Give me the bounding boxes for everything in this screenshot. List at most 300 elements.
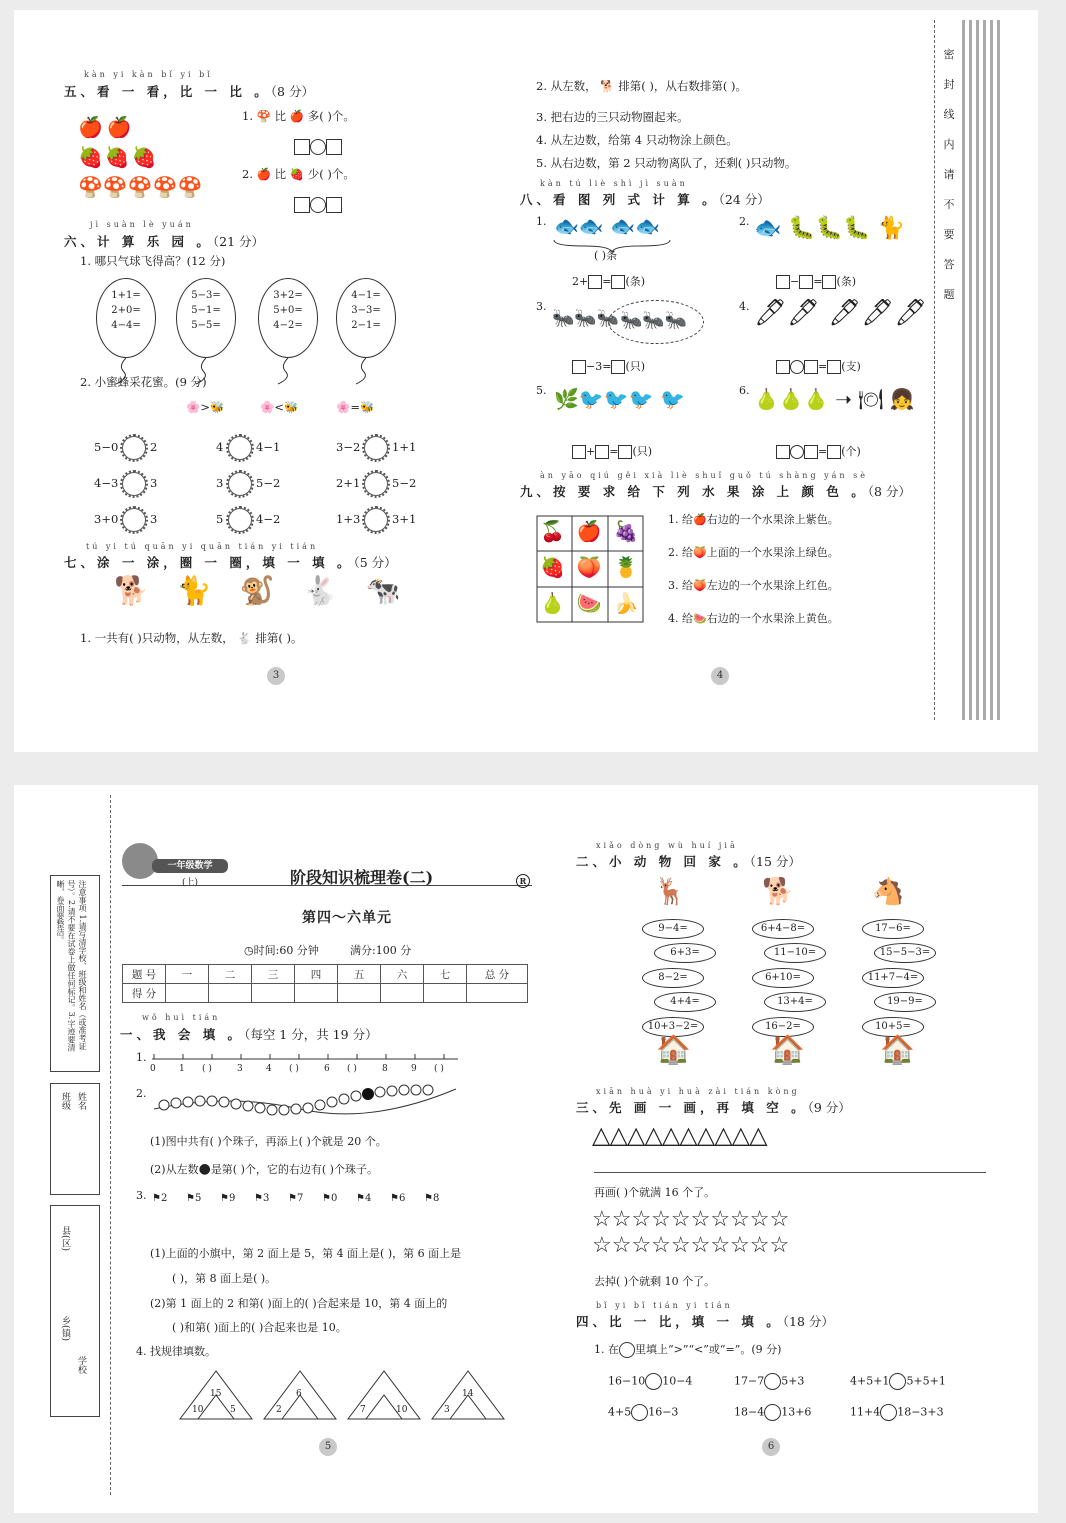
birds-branch-icon: 🌿🐦🐦🐦 🐦 <box>554 387 685 411</box>
q2-num: 2. <box>136 1087 147 1100</box>
score-cell[interactable] <box>381 984 424 1003</box>
balloon-1-eq-1: 1+1= <box>111 290 141 301</box>
balloon-3-eq-2: 5+0= <box>273 305 303 316</box>
house-icon: 🏠 <box>880 1033 915 1066</box>
cmp-left: 18−4 <box>734 1405 765 1419</box>
score-cell[interactable] <box>166 984 209 1003</box>
s5-q1 <box>242 108 355 124</box>
eq-oval[interactable]: 15−5−3= <box>874 943 936 963</box>
cmp-left: 5−0 <box>94 440 119 454</box>
cmp-7 <box>94 512 118 526</box>
balloon-4 <box>336 278 396 358</box>
q2-1: (1)图中共有( )个珠子，再添上( )个就是 20 个。 <box>150 1135 387 1148</box>
binding-char: 不 <box>943 198 955 211</box>
blank-box[interactable] <box>611 275 625 289</box>
cmp-left: 2+1 <box>336 476 361 490</box>
cmp-blank[interactable] <box>764 1404 781 1421</box>
blank-circle[interactable] <box>790 445 804 459</box>
section-4-points: （18 分） <box>782 1314 834 1329</box>
score-head-cell: 总 分 <box>467 965 528 984</box>
town-label: 乡(镇) <box>60 1316 70 1342</box>
eq-oval[interactable]: 16−2= <box>752 1017 814 1037</box>
eq-oval[interactable]: 4+4= <box>654 992 716 1012</box>
score-cell[interactable] <box>424 984 467 1003</box>
balloon-2 <box>176 278 236 358</box>
binding-char: 内 <box>943 138 955 151</box>
p4-q4: 4. 从左边数，给第 4 只动物涂上颜色。 <box>536 133 738 147</box>
section-2-points: （15 分） <box>749 854 801 869</box>
bee-hint-2: 🌸<🐝 <box>260 400 299 414</box>
edge-stripe <box>983 20 986 720</box>
binding-line-left <box>110 795 111 1495</box>
eq-2-unit: (条) <box>836 275 857 288</box>
s3-q2: 去掉( )个就剩 10 个了。 <box>594 1275 716 1288</box>
nl-label: 4 <box>266 1064 272 1074</box>
cmp-blank[interactable] <box>764 1373 781 1390</box>
school-label: 学校 <box>76 1356 86 1374</box>
cmp-row <box>608 1373 692 1390</box>
fruit-row-3: 🍐🍉🍌 <box>540 591 651 615</box>
eq-oval[interactable]: 11−10= <box>764 943 826 963</box>
cmp-right: 18−3+3 <box>897 1405 944 1419</box>
apple-icons: 🍎🍎 <box>78 115 136 139</box>
binding-char: 请 <box>943 168 955 181</box>
balloon-2-eq-2: 5−1= <box>191 305 221 316</box>
cmp-blank[interactable] <box>880 1404 897 1421</box>
section-8-title <box>520 190 770 208</box>
cmp-1 <box>94 440 118 454</box>
notice-title: 注意事项 <box>78 880 87 912</box>
apple-icon: 🍎 <box>693 513 707 526</box>
blank-box[interactable] <box>827 445 841 459</box>
cmp-row <box>734 1373 804 1390</box>
s6-q2: 2. 小蜜蜂采花蜜。(9 分) <box>80 375 207 389</box>
q3-num: 3. <box>136 1189 147 1202</box>
cmp-5-r <box>256 476 280 490</box>
page-number-4: 4 <box>711 667 729 685</box>
eq-oval[interactable]: 11+7−4= <box>862 968 924 988</box>
pinyin-s1: wǒ huì tián <box>142 1013 221 1022</box>
balloon-1 <box>96 278 156 358</box>
flag-icon: ⚑8 <box>424 1193 440 1204</box>
section-7-label: 七、涂 一 涂，圈 一 圈，填 一 填 。 <box>64 555 354 570</box>
fruit-q-4-b: 右边的一个水果涂上黄色。 <box>706 612 839 625</box>
pens-icon: 🖊🖊 🖊🖊🖊 <box>754 298 928 328</box>
blank-circle[interactable] <box>790 360 804 374</box>
item-1-num: 1. <box>536 215 547 228</box>
cmp-left: 17−7 <box>734 1374 765 1388</box>
section-8-label: 八、看 图 列 式 计 算 。 <box>520 192 719 207</box>
q2-2 <box>150 1161 378 1177</box>
q3-1a: (1)上面的小旗中，第 2 面上是 5，第 4 面上是( )，第 6 面上是 <box>150 1247 462 1260</box>
eq-oval[interactable]: 8−2= <box>642 968 704 988</box>
cmp-blank[interactable] <box>631 1404 648 1421</box>
balloon-3 <box>258 278 318 358</box>
house-icon: 🏠 <box>770 1033 805 1066</box>
tri-right: 5 <box>230 1405 236 1415</box>
cmp-8 <box>216 512 223 526</box>
edge-stripe <box>997 20 1000 720</box>
fish-plates-icon: 🐟🐟 🐟🐟 <box>554 214 660 238</box>
cmp-left: 4−3 <box>94 476 119 490</box>
pinyin-s9: àn yāo qiú gěi xià liè shuǐ guǒ tú shàng yán sè <box>540 471 868 480</box>
blank-box[interactable] <box>776 360 790 374</box>
cmp-right: 3 <box>150 512 158 526</box>
blank-box[interactable] <box>572 360 586 374</box>
eq-3-mid: −3= <box>586 360 612 373</box>
blank-box[interactable] <box>776 275 790 289</box>
nl-blank[interactable]: ( ) <box>347 1064 357 1074</box>
binding-char: 答 <box>943 258 955 271</box>
s3-q1: 再画( )个就满 16 个了。 <box>594 1186 716 1199</box>
page-number-3: 3 <box>267 667 285 685</box>
cmp-1-r <box>150 440 157 454</box>
eq-4: = (支) <box>776 358 861 374</box>
p4-q2 <box>536 78 747 94</box>
section-6-label: 六、计 算 乐 园 。 <box>64 234 213 249</box>
cmp-6-r <box>392 476 416 490</box>
pinyin-s5: kàn yi kàn bǐ yi bǐ <box>84 70 213 79</box>
score-head-cell: 三 <box>252 965 295 984</box>
score-cell[interactable] <box>252 984 295 1003</box>
score-cell[interactable] <box>467 984 528 1003</box>
section-1-title <box>120 1025 378 1043</box>
section-6-points: （21 分） <box>212 234 265 249</box>
item-3-num: 3. <box>536 300 547 313</box>
item-5-num: 5. <box>536 384 547 397</box>
eq-oval[interactable]: 10+3−2= <box>642 1017 704 1037</box>
eq-5: + = (只) <box>572 443 652 459</box>
section-6-title <box>64 232 264 250</box>
cmp-right: 10−4 <box>662 1374 693 1388</box>
pinyin-s8: kàn tú liè shì jì suàn <box>540 179 688 188</box>
s5-q2 <box>242 166 355 182</box>
s7-q1-rest: 排第( )。 <box>255 631 303 645</box>
strawberry-icons: 🍓🍓🍓 <box>78 145 159 169</box>
s5-q1-bi: 比 <box>274 109 287 123</box>
mushroom-icon: 🍄 <box>256 109 271 123</box>
fruit-row-2: 🍓🍑🍍 <box>540 555 651 579</box>
tri-left: 10 <box>192 1405 204 1415</box>
county-label: 县(区) <box>60 1226 70 1252</box>
section-8-points: （24 分） <box>718 192 770 207</box>
bee-hint-1: 🌸>🐝 <box>186 400 225 414</box>
eq-1-prefix: 2+ <box>572 275 589 288</box>
flag-number: 6 <box>398 1193 406 1204</box>
p4-q2-text: 2. 从左数， <box>536 79 597 93</box>
school-box <box>50 1205 100 1417</box>
mushroom-icons: 🍄🍄🍄🍄🍄 <box>78 175 203 199</box>
cmp-left: 1+3 <box>336 512 361 526</box>
binding-notice <box>942 40 956 310</box>
eq-2: − = (条) <box>776 273 856 289</box>
dog-icon: 🐕 <box>762 877 795 907</box>
registered-mark: R <box>516 874 530 888</box>
s5-q2-bi: 比 <box>274 167 287 181</box>
pinyin-s4: bǐ yi bǐ tián yi tián <box>596 1301 733 1310</box>
score-cell[interactable] <box>338 984 381 1003</box>
score-cell[interactable] <box>209 984 252 1003</box>
flag-number: 7 <box>296 1193 304 1204</box>
star-row-1: ☆☆☆☆☆☆☆☆☆☆ <box>592 1207 790 1232</box>
pinyin-s2: xiǎo dòng wù huí jiā <box>596 841 738 850</box>
section-4-label: 四、比 一 比，填 一 填 。 <box>576 1314 783 1329</box>
notice-text <box>55 880 88 1066</box>
edge-stripe <box>990 20 993 720</box>
eq-3 <box>572 358 645 374</box>
flower-blank[interactable] <box>120 470 148 498</box>
balloon-2-eq-3: 5−5= <box>191 320 221 331</box>
cmp-left: 4+5 <box>608 1405 632 1419</box>
p4-q5: 5. 从右边数，第 2 只动物离队了，还剩( )只动物。 <box>536 156 797 170</box>
ants-icon-circled: 🐜🐜🐜 <box>620 310 688 331</box>
balloon-1-eq-2: 2+0= <box>111 305 141 316</box>
q4: 4. 找规律填数。 <box>136 1345 216 1358</box>
score-head-cell: 四 <box>295 965 338 984</box>
s7-q1-text: 1. 一共有( )只动物，从左数， <box>80 631 234 645</box>
eq-4-unit: (支) <box>841 360 861 373</box>
cmp-left: 16−10 <box>608 1374 646 1388</box>
pinyin-s3: xiān huà yi huà zài tián kòng <box>596 1087 800 1096</box>
eq-oval[interactable]: 6+3= <box>654 943 716 963</box>
section-7-points: （5 分） <box>353 555 397 570</box>
section-5-label: 五、看 一 看，比 一 比 。 <box>64 84 271 99</box>
tri-left: 2 <box>276 1405 282 1415</box>
cmp-4 <box>94 476 118 490</box>
cmp-right: 5+3 <box>781 1374 805 1388</box>
eq-oval[interactable]: 13+4= <box>764 992 826 1012</box>
blank-box[interactable] <box>588 275 602 289</box>
nl-blank[interactable]: ( ) <box>434 1064 444 1074</box>
fruit-q-2-b: 上面的一个水果涂上绿色。 <box>706 546 839 559</box>
tri-top: 15 <box>210 1389 222 1399</box>
cmp-right: 4−1 <box>256 440 281 454</box>
s5-q2-rest: 少( )个。 <box>307 167 355 181</box>
pinyin-s6: jì suàn lè yuán <box>90 220 194 229</box>
score-table-head <box>123 965 528 984</box>
q1-num: 1. <box>136 1051 147 1064</box>
flower-blank[interactable] <box>120 434 148 462</box>
flower-blank[interactable] <box>226 470 254 498</box>
animal-row-icons: 🐕🐈🐒🐇🐄 <box>114 574 429 607</box>
section-9-points: （8 分） <box>867 484 911 499</box>
watermelon-icon: 🍉 <box>693 612 707 625</box>
clock-icon: ◷ <box>244 944 254 957</box>
cmp-left: 3−2 <box>336 440 361 454</box>
fruit-q-2-a: 2. 给 <box>668 546 693 559</box>
score-head-cell: 五 <box>338 965 381 984</box>
pears-plate-icon: 🍐🍐🍐 ➝ 🍽 👧 <box>754 387 915 411</box>
cmp-left: 4+5+1 <box>850 1374 890 1388</box>
house-icon: 🏠 <box>656 1033 691 1066</box>
binding-line <box>934 20 935 720</box>
item-2-num: 2. <box>739 215 750 228</box>
eq-oval[interactable]: 17−6= <box>862 919 924 939</box>
flower-blank[interactable] <box>226 434 254 462</box>
tri-right: 10 <box>396 1405 408 1415</box>
bead-string <box>150 1083 462 1123</box>
draw-line[interactable] <box>594 1172 986 1173</box>
nl-label: 0 <box>150 1064 156 1074</box>
balloon-2-eq-1: 5−3= <box>191 290 221 301</box>
cmp-right: 2 <box>150 440 158 454</box>
fruit-q-1-b: 右边的一个水果涂上紫色。 <box>706 513 839 526</box>
edge-stripe <box>962 20 965 720</box>
p4-q3: 3. 把右边的三只动物圈起来。 <box>536 110 689 124</box>
eq-oval[interactable]: 9−4= <box>642 919 704 939</box>
section-9-label: 九、按 要 求 给 下 列 水 果 涂 上 颜 色 。 <box>520 484 868 499</box>
cmp-row <box>734 1404 811 1421</box>
blank-box[interactable] <box>595 445 609 459</box>
flag-icon: ⚑2 <box>152 1193 168 1204</box>
flag-number: 4 <box>364 1193 372 1204</box>
item-1-label: ( )条 <box>594 249 618 262</box>
fruit-q-3 <box>668 577 839 593</box>
eq-5-unit: (只) <box>632 445 653 458</box>
binding-char: 密 <box>943 48 955 61</box>
q2-2-b: 是第( )个，它的右边有( )个珠子。 <box>210 1163 378 1176</box>
fruit-q-4-a: 4. 给 <box>668 612 693 625</box>
cmp-blank[interactable] <box>889 1373 906 1390</box>
exam-title: 阶段知识梳理卷(二) <box>290 868 434 887</box>
fish-and-cat-icon: 🐟 🐛🐛🐛 🐈 <box>754 216 905 241</box>
flag-icon: ⚑5 <box>186 1193 202 1204</box>
flag-number: 2 <box>160 1193 168 1204</box>
p4-q2-rest: 排第( )，从右数排第( )。 <box>618 79 748 93</box>
exam-sheet-top <box>14 10 1038 752</box>
score-row-label: 得 分 <box>123 984 166 1003</box>
name-label: 姓名 <box>76 1092 86 1110</box>
eq-1-unit: (条) <box>625 275 646 288</box>
section-5-title <box>64 82 314 100</box>
dog-icon: 🐕 <box>600 79 615 93</box>
flower-blank[interactable] <box>226 506 254 534</box>
blank-box[interactable] <box>799 275 813 289</box>
section-9-title <box>520 482 911 500</box>
cmp-left: 4 <box>216 440 224 454</box>
notice-box <box>50 875 100 1072</box>
fruit-q-3-b: 左边的一个水果涂上红色。 <box>706 579 839 592</box>
eq-oval[interactable]: 6+4−8= <box>752 919 814 939</box>
cmp-3 <box>336 440 360 454</box>
balloon-1-eq-3: 4−4= <box>111 320 141 331</box>
score-table-row <box>123 984 528 1003</box>
black-bead-icon: ● <box>198 1161 211 1177</box>
horse-icon: 🐴 <box>872 877 905 907</box>
item-4-num: 4. <box>739 300 750 313</box>
score-cell[interactable] <box>295 984 338 1003</box>
balloon-3-eq-3: 4−2= <box>273 320 303 331</box>
deer-icon: 🦌 <box>654 877 687 907</box>
section-3-label: 三、先 画 一 画，再 填 空 。 <box>576 1100 808 1115</box>
flag-number: 0 <box>330 1193 338 1204</box>
cmp-left: 11+4 <box>850 1405 881 1419</box>
score-head-cell: 二 <box>209 965 252 984</box>
flower-blank[interactable] <box>362 470 390 498</box>
strawberry-icon: 🍓 <box>289 167 305 181</box>
cmp-right: 5+5+1 <box>906 1374 946 1388</box>
nl-label: 6 <box>324 1064 330 1074</box>
flower-blank[interactable] <box>362 434 390 462</box>
binding-char: 封 <box>943 78 955 91</box>
bee-sign-3: = <box>350 400 360 414</box>
page-number-5: 5 <box>319 1438 337 1456</box>
section-2-title <box>576 852 801 870</box>
blank-box[interactable] <box>572 445 586 459</box>
badge-sub: (上) <box>182 878 199 888</box>
flag-number: 3 <box>262 1193 270 1204</box>
blank-box[interactable] <box>618 445 632 459</box>
score-head-cell: 七 <box>424 965 467 984</box>
section-2-label: 二、小 动 物 回 家 。 <box>576 854 750 869</box>
eq-1: 2+ = (条) <box>572 275 646 288</box>
balloon-4-eq-2: 3−3= <box>351 305 381 316</box>
nl-blank[interactable]: ( ) <box>202 1064 212 1074</box>
pinyin-s7: tú yi tú quān yi quān tián yi tián <box>86 542 319 551</box>
flower-blank[interactable] <box>362 506 390 534</box>
blank-box[interactable] <box>611 360 625 374</box>
number-triangles <box>178 1369 508 1421</box>
cmp-left: 5 <box>216 512 224 526</box>
s5-q1-rest: 多( )个。 <box>307 109 355 123</box>
blank-box[interactable] <box>827 360 841 374</box>
exam-time <box>244 942 319 958</box>
score-head-cell: 题 号 <box>123 965 166 984</box>
binding-char: 要 <box>943 228 955 241</box>
cmp-right: 5−2 <box>392 476 417 490</box>
tri-top: 14 <box>462 1389 474 1399</box>
blank-box[interactable] <box>804 360 818 374</box>
s5-q1-answer-boxes[interactable] <box>294 136 342 155</box>
eq-6: = (个) <box>776 443 861 459</box>
nl-blank[interactable]: ( ) <box>289 1064 299 1074</box>
binding-char: 题 <box>943 288 955 301</box>
score-head-cell: 六 <box>381 965 424 984</box>
cmp-9-r <box>392 512 416 526</box>
ants-icon: 🐜🐜🐜 <box>552 308 620 329</box>
eq-oval[interactable]: 10+5= <box>862 1017 924 1037</box>
apple-icon: 🍎 <box>289 109 305 123</box>
peach-icon: 🍑 <box>693 546 707 559</box>
flower-blank[interactable] <box>120 506 148 534</box>
section-3-points: （9 分） <box>807 1100 851 1115</box>
q3-1b: ( )，第 8 面上是( )。 <box>172 1272 277 1285</box>
item-6-num: 6. <box>739 384 750 397</box>
blank-box[interactable] <box>804 445 818 459</box>
s4-q1-b: 里填上“>”“<”或“=”。(9 分) <box>635 1343 782 1356</box>
eq-oval[interactable]: 19−9= <box>874 992 936 1012</box>
eq-oval[interactable]: 6+10= <box>752 968 814 988</box>
cmp-row <box>850 1373 946 1390</box>
cmp-4-r <box>150 476 157 490</box>
cmp-9 <box>336 512 360 526</box>
cmp-row <box>608 1404 678 1421</box>
s4-q1-a: 1. 在 <box>594 1343 619 1356</box>
blank-box[interactable] <box>822 275 836 289</box>
blank-box[interactable] <box>776 445 790 459</box>
edge-stripe <box>969 20 972 720</box>
balloon-4-eq-3: 2−1= <box>351 320 381 331</box>
tri-top: 6 <box>296 1389 302 1399</box>
cmp-3-r <box>392 440 416 454</box>
s4-q1 <box>594 1341 781 1358</box>
cmp-blank[interactable] <box>645 1373 662 1390</box>
s5-q2-answer-boxes[interactable] <box>294 194 342 213</box>
q3-2b: ( )和第( )面上的( )合起来也是 10。 <box>172 1321 347 1334</box>
fruit-row-1: 🍒🍎🍇 <box>540 519 651 543</box>
cmp-7-r <box>150 512 157 526</box>
unit-title: 第四～六单元 <box>302 910 392 926</box>
